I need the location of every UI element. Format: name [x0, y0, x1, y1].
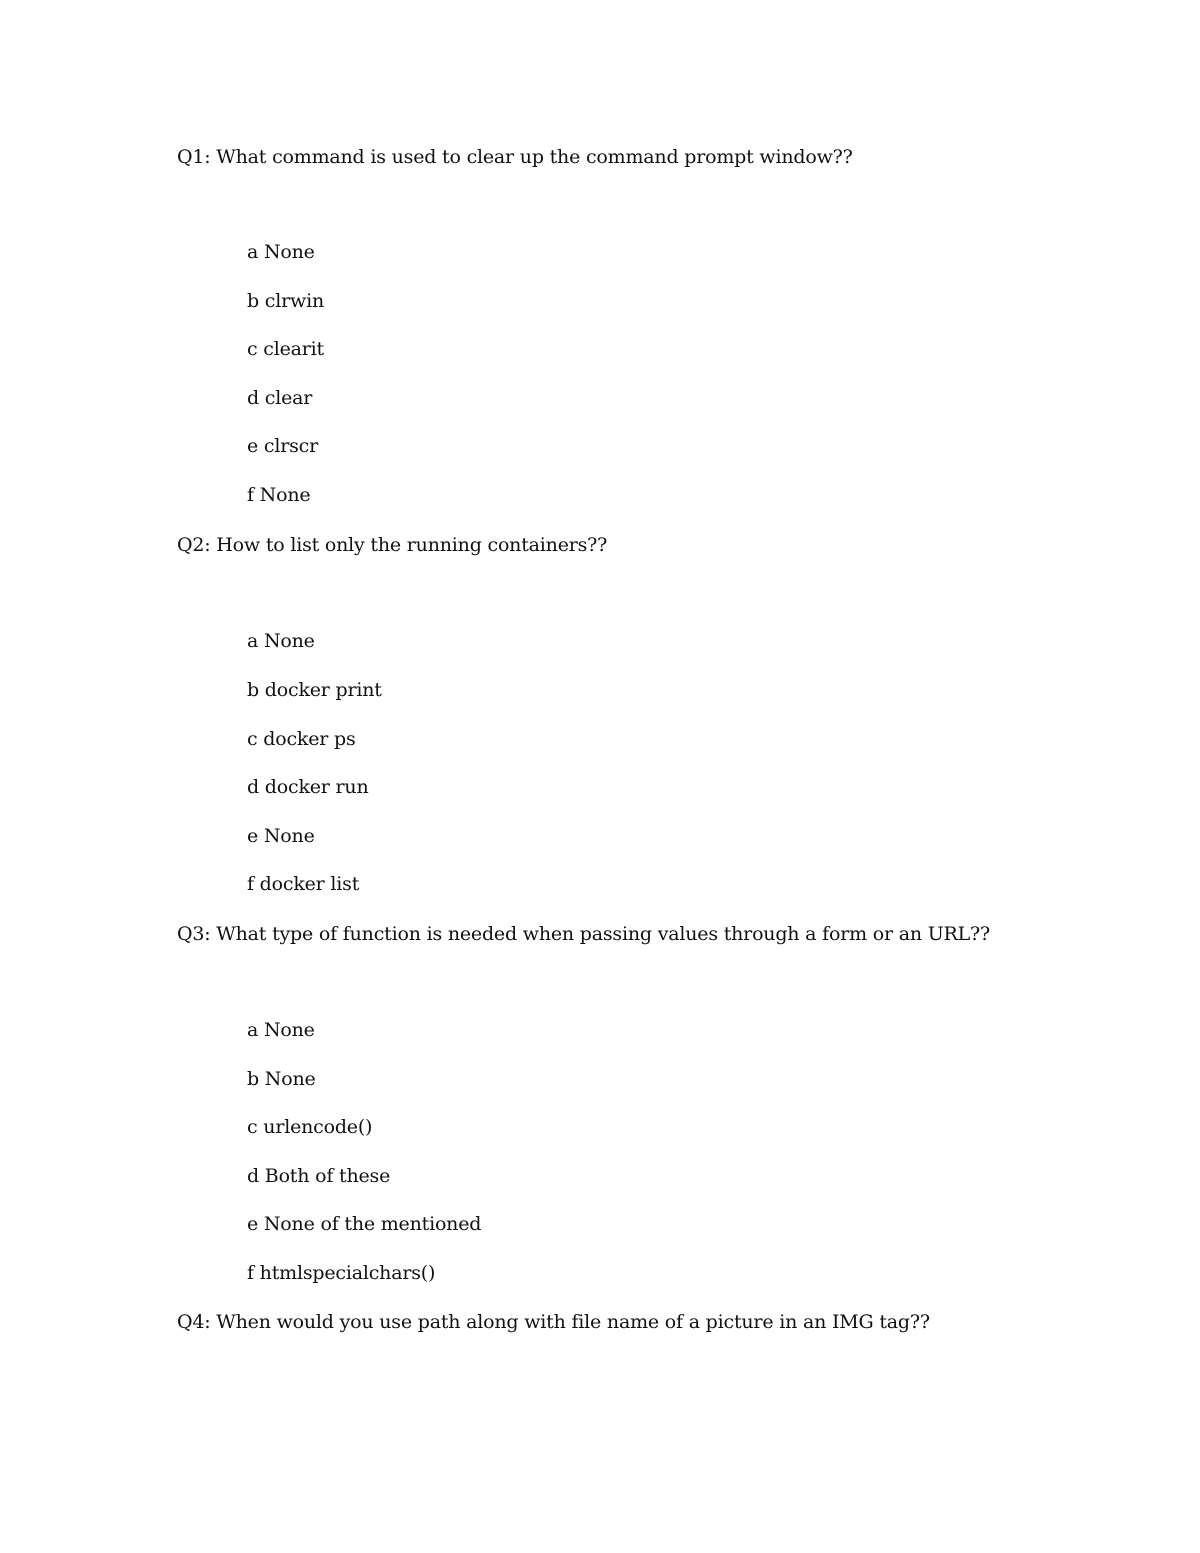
question-1-option-a: a None: [247, 241, 315, 263]
question-3-option-f: f htmlspecialchars(): [247, 1262, 436, 1284]
question-2-option-a: a None: [247, 630, 315, 652]
question-3-option-d: d Both of these: [247, 1165, 391, 1187]
question-3-option-c: c urlencode(): [247, 1116, 373, 1138]
question-1-option-b: b clrwin: [247, 290, 324, 312]
question-1-option-c: c clearit: [247, 338, 324, 360]
question-4-text: Q4: When would you use path along with file name of a picture in an IMG tag??: [177, 1311, 930, 1333]
question-3-option-a: a None: [247, 1019, 315, 1041]
question-1-option-f: f None: [247, 484, 311, 506]
question-3-text: Q3: What type of function is needed when passing values through a form or an URL??: [177, 923, 991, 945]
question-3-option-b: b None: [247, 1068, 316, 1090]
question-2-option-f: f docker list: [247, 873, 360, 895]
question-3-option-e: e None of the mentioned: [247, 1213, 482, 1235]
question-2-option-d: d docker run: [247, 776, 369, 798]
question-1-option-d: d clear: [247, 387, 313, 409]
question-1-option-e: e clrscr: [247, 435, 318, 457]
question-2-option-c: c docker ps: [247, 728, 356, 750]
question-2-option-b: b docker print: [247, 679, 382, 701]
question-2-option-e: e None: [247, 825, 315, 847]
question-1-text: Q1: What command is used to clear up the command prompt window??: [177, 146, 853, 168]
question-2-text: Q2: How to list only the running containers??: [177, 534, 608, 556]
